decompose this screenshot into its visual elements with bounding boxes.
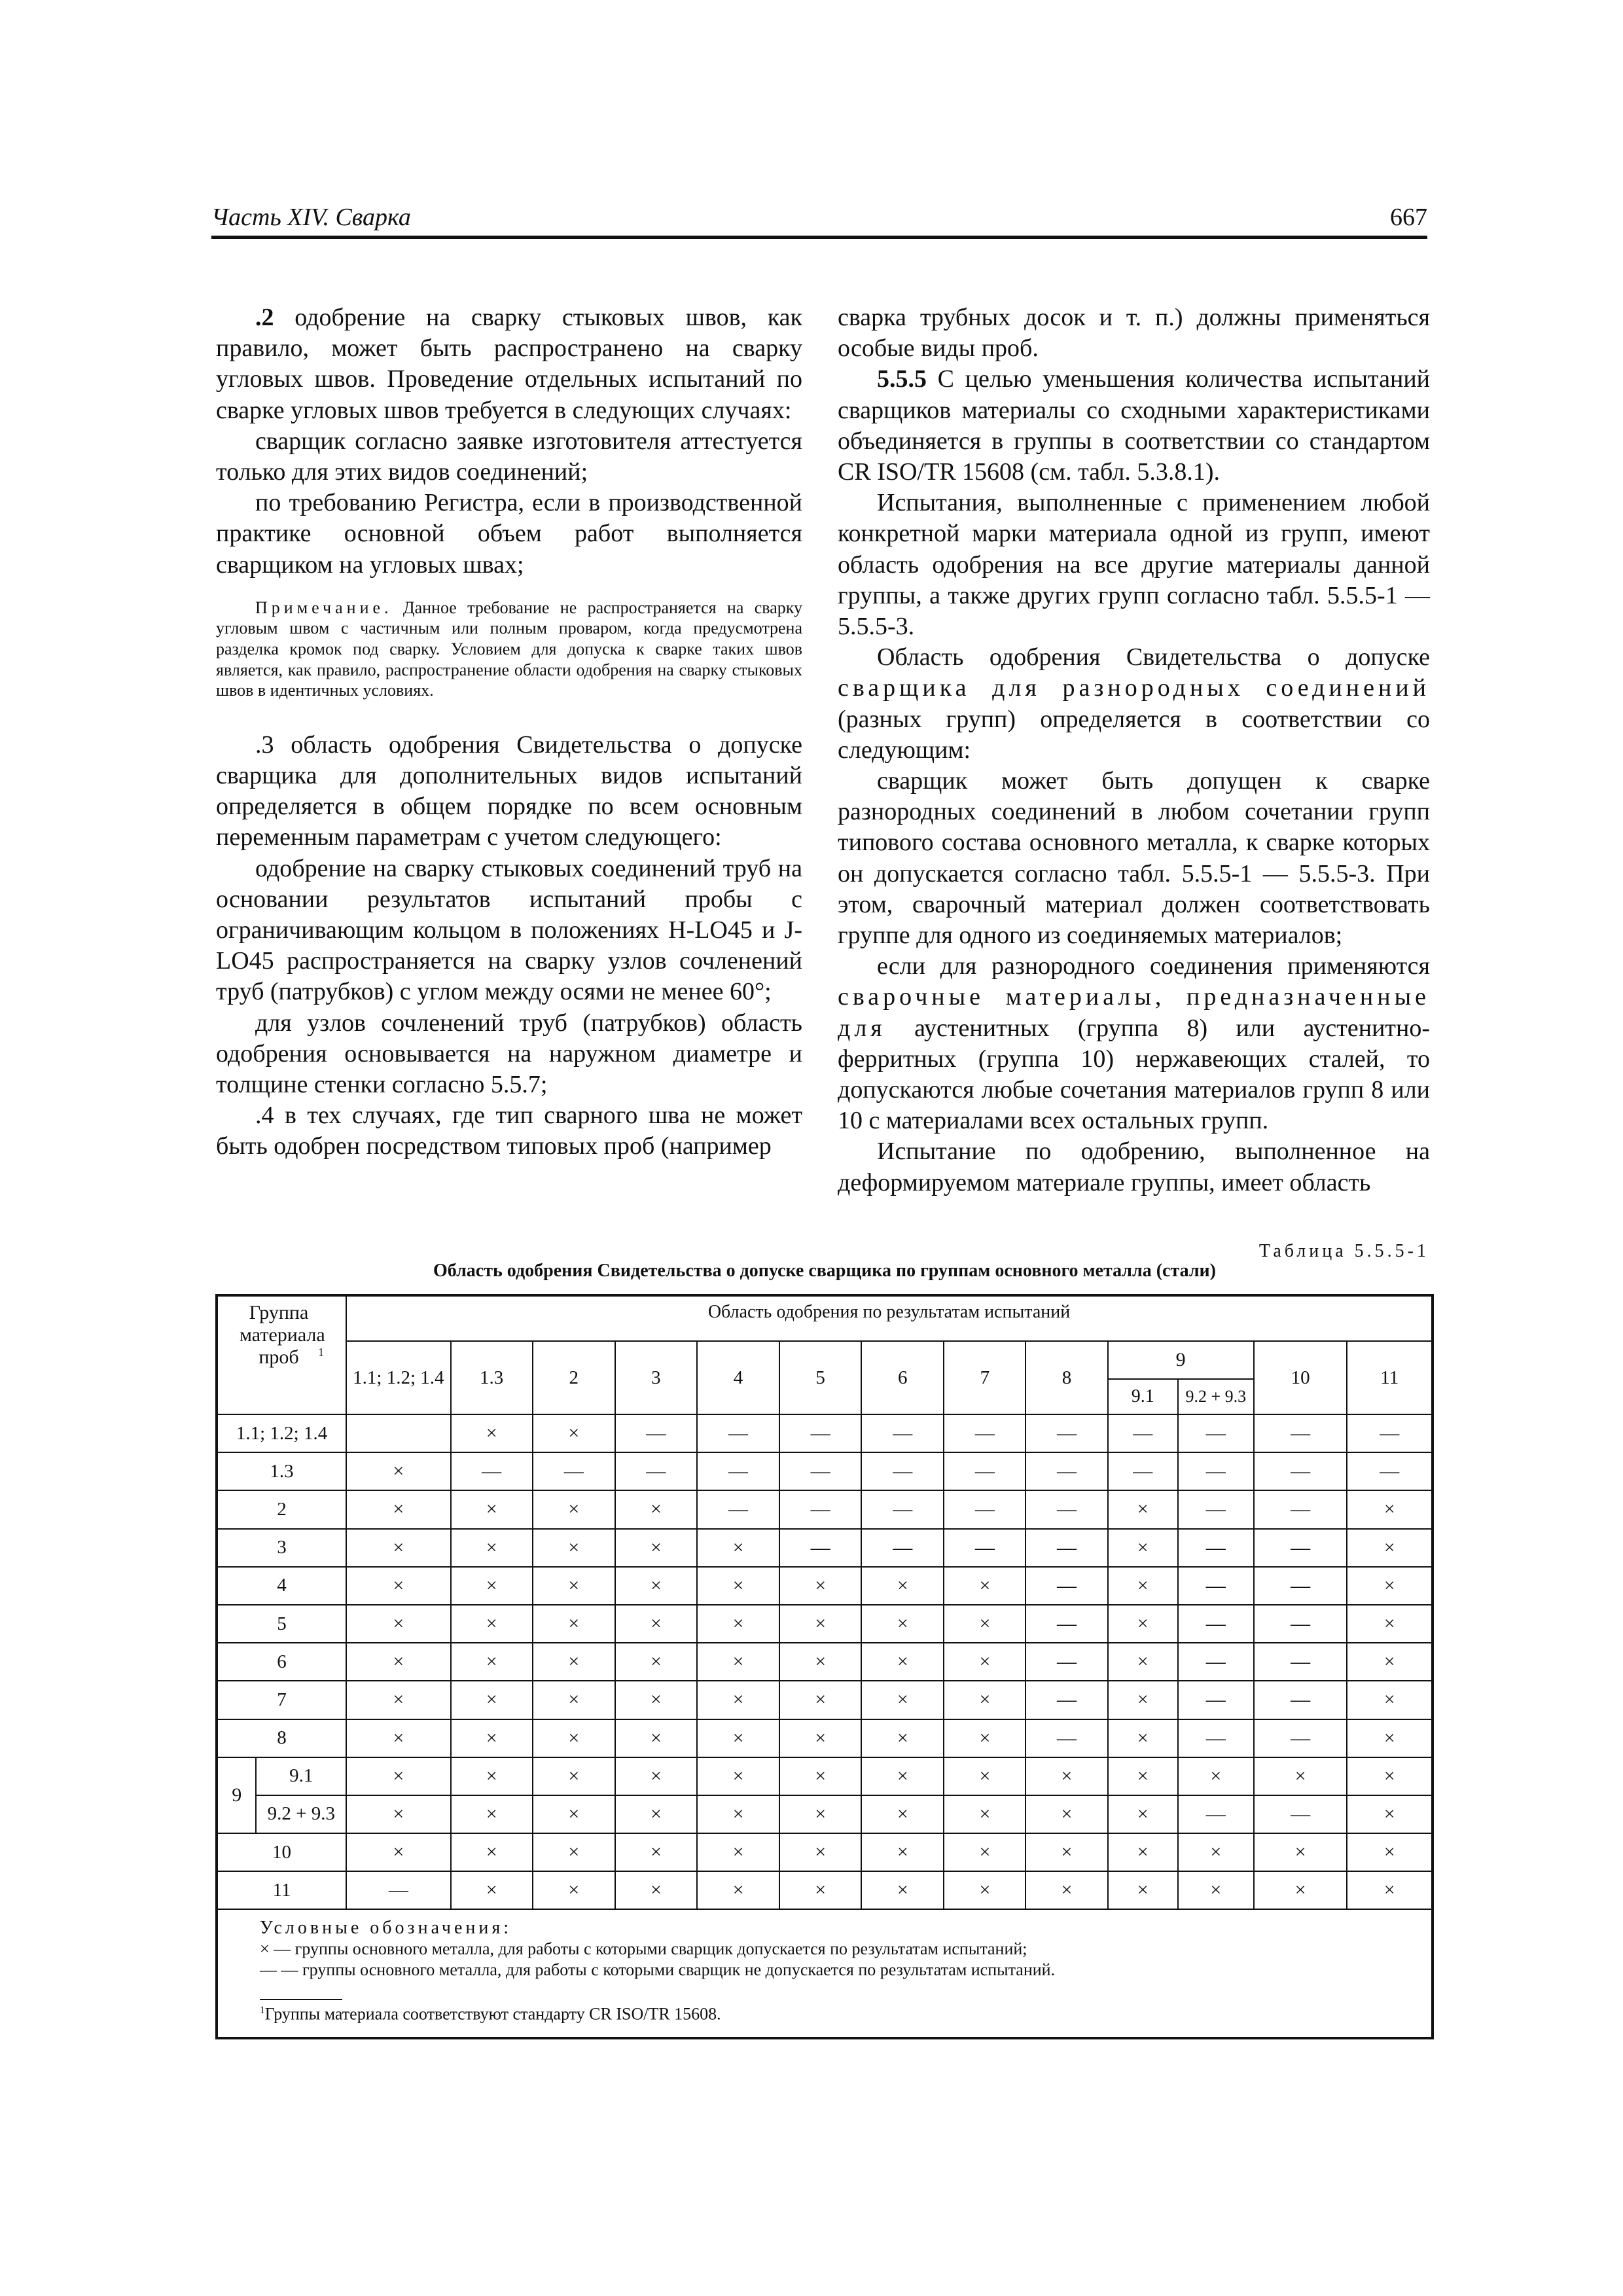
approved-mark: ×: [451, 1871, 533, 1909]
approved-mark: ×: [1347, 1643, 1433, 1681]
row-header-cell: Группа материала проб $^1$: [217, 1295, 346, 1414]
not-approved-mark: —: [861, 1452, 944, 1490]
column-header: 2: [533, 1341, 615, 1414]
table-row: [217, 1490, 1433, 1528]
paragraph: для узлов сочленений труб (патрубков) область одобрения основывается на наружном диаметре и толщине стенки согласно 5.5.7;: [216, 1009, 802, 1099]
approved-mark: ×: [944, 1681, 1026, 1719]
not-approved-mark: —: [779, 1529, 861, 1567]
approved-mark: ×: [1347, 1681, 1433, 1719]
paragraph: сварка трубных досок и т. п.) должны применяться особые виды проб.: [838, 304, 1430, 363]
column-header: 6: [861, 1341, 944, 1414]
row-label: 7: [217, 1681, 346, 1719]
column-header: 10: [1254, 1341, 1347, 1414]
approved-mark: ×: [533, 1414, 615, 1452]
approved-mark: ×: [697, 1757, 779, 1795]
note-label: Примечание.: [255, 598, 393, 617]
approved-mark: ×: [533, 1757, 615, 1795]
approved-mark: ×: [1108, 1757, 1178, 1795]
approved-mark: ×: [779, 1871, 861, 1909]
approved-mark: ×: [533, 1605, 615, 1643]
approved-mark: ×: [451, 1833, 533, 1871]
approved-mark: ×: [779, 1681, 861, 1719]
approved-mark: ×: [451, 1567, 533, 1605]
not-approved-mark: —: [697, 1414, 779, 1452]
approved-mark: ×: [1347, 1567, 1433, 1605]
approved-mark: ×: [861, 1795, 944, 1833]
table-row: [217, 1414, 1433, 1452]
table-title: Область одобрения Свидетельства о допуске сварщика по группам основного металла (стали): [433, 1261, 1216, 1281]
approved-mark: ×: [1026, 1795, 1107, 1833]
approved-mark: ×: [451, 1757, 533, 1795]
approved-mark: ×: [944, 1719, 1026, 1757]
section-number: 5.5.5: [877, 365, 927, 393]
not-approved-mark: —: [1026, 1605, 1107, 1643]
not-approved-mark: —: [779, 1452, 861, 1490]
not-approved-mark: —: [1178, 1529, 1254, 1567]
approved-mark: ×: [451, 1529, 533, 1567]
paragraph: .4 в тех случаях, где тип сварного шва не может быть одобрен посредством типовых проб (например: [216, 1102, 802, 1160]
not-approved-mark: —: [944, 1490, 1026, 1528]
row-label: 3: [217, 1529, 346, 1567]
approved-mark: ×: [944, 1795, 1026, 1833]
approved-mark: ×: [1347, 1757, 1433, 1795]
approved-mark: ×: [451, 1795, 533, 1833]
approved-mark: ×: [533, 1567, 615, 1605]
table-row: [217, 1833, 1433, 1871]
approved-mark: ×: [697, 1795, 779, 1833]
row-label: 2: [217, 1490, 346, 1528]
approved-mark: ×: [779, 1795, 861, 1833]
approved-mark: ×: [697, 1567, 779, 1605]
not-approved-mark: —: [1254, 1719, 1347, 1757]
paragraph: .2 одобрение на сварку стыковых швов, как правило, может быть распространено на сварку угловых швов. Проведение отдельных испытаний по сварке угловых швов требуется в следующих случаях:: [216, 304, 802, 424]
approved-mark: ×: [1108, 1490, 1178, 1528]
empty-cell: [346, 1414, 451, 1452]
footnote: $^1$Группы материала соответствуют стандарту CR ISO/TR 15608.: [260, 2005, 721, 2024]
approved-mark: ×: [346, 1719, 451, 1757]
approved-mark: ×: [451, 1719, 533, 1757]
approved-mark: ×: [451, 1490, 533, 1528]
column-header: 7: [944, 1341, 1026, 1414]
not-approved-mark: —: [1254, 1681, 1347, 1719]
approval-table: [215, 1294, 1434, 2039]
paragraph: Испытание по одобрению, выполненное на деформируемом материале группы, имеет область: [838, 1138, 1430, 1196]
not-approved-mark: —: [1178, 1643, 1254, 1681]
not-approved-mark: —: [451, 1452, 533, 1490]
paragraph: сварщик может быть допущен к сварке разнородных соединений в любом сочетании групп типового состава основного металла, к сварке которых он допускается согласно табл. 5.5.5-1 — 5.5.5-3. При этом, сварочный материал должен соответствовать группе для одного из соединяемых материалов;: [838, 767, 1430, 950]
note: [216, 598, 802, 701]
not-approved-mark: —: [533, 1452, 615, 1490]
approved-mark: ×: [1108, 1719, 1178, 1757]
not-approved-mark: —: [1254, 1605, 1347, 1643]
approved-mark: ×: [861, 1757, 944, 1795]
approved-mark: ×: [1108, 1795, 1178, 1833]
row-label: 1.1; 1.2; 1.4: [217, 1414, 346, 1452]
row-label: 9.2 + 9.3: [256, 1795, 346, 1833]
approved-mark: ×: [615, 1490, 697, 1528]
not-approved-mark: —: [1026, 1452, 1107, 1490]
row-label: 1.3: [217, 1452, 346, 1490]
column-group-9: 9: [1108, 1341, 1254, 1379]
paragraph: Область одобрения Свидетельства о допуске сварщика для разнородных соединений (разных групп) определяется в соответствии со следующим:: [838, 643, 1430, 764]
not-approved-mark: —: [944, 1452, 1026, 1490]
item-number: .2: [255, 304, 274, 331]
approved-mark: ×: [861, 1871, 944, 1909]
approved-mark: ×: [779, 1833, 861, 1871]
row-label: 4: [217, 1567, 346, 1605]
table-row: [217, 1529, 1433, 1567]
approved-mark: ×: [346, 1567, 451, 1605]
not-approved-mark: —: [615, 1452, 697, 1490]
not-approved-mark: —: [1026, 1719, 1107, 1757]
approved-mark: ×: [451, 1681, 533, 1719]
approved-mark: ×: [615, 1719, 697, 1757]
column-header: 9.1: [1108, 1379, 1178, 1414]
approved-mark: ×: [346, 1490, 451, 1528]
paragraph: 5.5.5 С целью уменьшения количества испытаний сварщиков материалы со сходными характеристиками объединяется в группы в соответствии со стандартом CR ISO/TR 15608 (см. табл. 5.3.8.1).: [838, 365, 1430, 486]
approved-mark: ×: [1347, 1490, 1433, 1528]
row-label: 10: [217, 1833, 346, 1871]
table-row: [217, 1757, 1433, 1795]
paragraph: Испытания, выполненные с применением любой конкретной марки материала одной из групп, имеют область одобрения на все другие материалы данной группы, а также других групп согласно табл. 5.5.5-1 — 5.5.5-3.: [838, 489, 1430, 641]
paragraph: если для разнородного соединения применяются сварочные материалы, предназначенные для аустенитных (группа 8) или аустенитно-ферритных (группа 10) нержавеющих сталей, то допускаются любые сочетания материалов групп 8 или 10 с материалами всех остальных групп.: [838, 952, 1430, 1135]
row-label: 5: [217, 1605, 346, 1643]
approved-mark: ×: [1347, 1719, 1433, 1757]
row-group-9: 9: [217, 1757, 256, 1833]
not-approved-mark: —: [1178, 1452, 1254, 1490]
approved-mark: ×: [1108, 1871, 1178, 1909]
not-approved-mark: —: [1254, 1643, 1347, 1681]
spaced-emphasis: сварщика для разнородных соединений: [838, 674, 1430, 702]
not-approved-mark: —: [1026, 1529, 1107, 1567]
not-approved-mark: —: [1254, 1795, 1347, 1833]
approved-mark: ×: [697, 1833, 779, 1871]
approved-mark: ×: [1108, 1567, 1178, 1605]
approved-mark: ×: [1254, 1871, 1347, 1909]
approved-mark: ×: [1347, 1871, 1433, 1909]
not-approved-mark: —: [1254, 1529, 1347, 1567]
approved-mark: ×: [861, 1833, 944, 1871]
not-approved-mark: —: [615, 1414, 697, 1452]
approved-mark: ×: [779, 1719, 861, 1757]
row-label: 9.1: [256, 1757, 346, 1795]
approved-mark: ×: [944, 1833, 1026, 1871]
approved-mark: ×: [533, 1833, 615, 1871]
approved-mark: ×: [451, 1605, 533, 1643]
approved-mark: ×: [1347, 1529, 1433, 1567]
table-row: [217, 1795, 1433, 1833]
approved-mark: ×: [861, 1567, 944, 1605]
approved-mark: ×: [533, 1490, 615, 1528]
approved-mark: ×: [697, 1719, 779, 1757]
approved-mark: ×: [1254, 1833, 1347, 1871]
table-row: [217, 1681, 1433, 1719]
approved-mark: ×: [1108, 1681, 1178, 1719]
not-approved-mark: —: [1108, 1414, 1178, 1452]
not-approved-mark: —: [1178, 1414, 1254, 1452]
approved-mark: ×: [533, 1719, 615, 1757]
spaced-emphasis: сварочные материалы, предназначенные для: [838, 983, 1430, 1042]
approved-mark: ×: [944, 1871, 1026, 1909]
approved-mark: ×: [779, 1605, 861, 1643]
approved-mark: ×: [1108, 1529, 1178, 1567]
approved-mark: ×: [1347, 1605, 1433, 1643]
not-approved-mark: —: [1026, 1414, 1107, 1452]
table-row: [217, 1871, 1433, 1909]
approved-mark: ×: [1108, 1643, 1178, 1681]
not-approved-mark: —: [1108, 1452, 1178, 1490]
approved-mark: ×: [779, 1567, 861, 1605]
not-approved-mark: —: [1178, 1795, 1254, 1833]
row-label: 6: [217, 1643, 346, 1681]
approved-mark: ×: [451, 1414, 533, 1452]
approved-mark: ×: [1178, 1871, 1254, 1909]
approved-mark: ×: [944, 1605, 1026, 1643]
approved-mark: ×: [697, 1681, 779, 1719]
not-approved-mark: —: [1178, 1605, 1254, 1643]
approved-mark: ×: [615, 1643, 697, 1681]
not-approved-mark: —: [1254, 1567, 1347, 1605]
approved-mark: ×: [533, 1643, 615, 1681]
column-header: 1.3: [451, 1341, 533, 1414]
approved-mark: ×: [1108, 1605, 1178, 1643]
approved-mark: ×: [1347, 1833, 1433, 1871]
not-approved-mark: —: [1178, 1681, 1254, 1719]
not-approved-mark: —: [1026, 1567, 1107, 1605]
table-row: [217, 1452, 1433, 1490]
table-row: [217, 1643, 1433, 1681]
approved-mark: ×: [346, 1757, 451, 1795]
column-header: 9.2 + 9.3: [1178, 1379, 1254, 1414]
approved-mark: ×: [615, 1605, 697, 1643]
not-approved-mark: —: [944, 1414, 1026, 1452]
approved-mark: ×: [533, 1681, 615, 1719]
not-approved-mark: —: [1026, 1643, 1107, 1681]
approved-mark: ×: [533, 1795, 615, 1833]
legend: [217, 1909, 1433, 2038]
not-approved-mark: —: [861, 1414, 944, 1452]
paragraph: .3 область одобрения Свидетельства о допуске сварщика для дополнительных видов испытаний определяется в общем порядке по всем основным переменным параметрам с учетом следующего:: [216, 730, 802, 852]
table-number: Таблица 5.5.5-1: [1258, 1241, 1429, 1261]
approved-mark: ×: [615, 1681, 697, 1719]
left-text-column: [216, 302, 802, 1162]
approved-mark: ×: [1026, 1757, 1107, 1795]
page-header: [211, 199, 1427, 239]
legend-dash: — — группы основного металла, для работы с которыми сварщик не допускается по результатам испытаний.: [260, 1960, 1056, 1980]
row-header: Группа материала проб: [240, 1302, 325, 1368]
not-approved-mark: —: [346, 1871, 451, 1909]
paragraph: одобрение на сварку стыковых соединений труб на основании результатов испытаний пробы с ограничивающим кольцом в положениях H-LO45 и J-LO45 распространяется на сварку узлов сочленений труб (патрубков) с углом между осями не менее 60°;: [216, 854, 802, 1006]
note-text: Данное требование не распространяется на сварку угловым швом с частичным или полным проваром, когда предусмотрена разделка кромок под сварку. Условием для допуска к сварке таких швов является, как правило, распространение области одобрения на сварку стыковых швов в идентичных условиях.: [216, 598, 802, 700]
not-approved-mark: —: [1178, 1567, 1254, 1605]
approved-mark: ×: [346, 1643, 451, 1681]
approved-mark: ×: [697, 1643, 779, 1681]
table-row: [217, 1605, 1433, 1643]
not-approved-mark: —: [697, 1490, 779, 1528]
approved-mark: ×: [615, 1529, 697, 1567]
approved-mark: ×: [944, 1643, 1026, 1681]
right-text-column: [838, 302, 1430, 1198]
approved-mark: ×: [346, 1833, 451, 1871]
not-approved-mark: —: [1026, 1490, 1107, 1528]
approved-mark: ×: [615, 1567, 697, 1605]
table-row: [217, 1719, 1433, 1757]
approved-mark: ×: [861, 1681, 944, 1719]
not-approved-mark: —: [779, 1490, 861, 1528]
row-label: 8: [217, 1719, 346, 1757]
not-approved-mark: —: [944, 1529, 1026, 1567]
not-approved-mark: —: [697, 1452, 779, 1490]
legend-cross: × — группы основного металла, для работы с которыми сварщик допускается по результатам испытаний;: [260, 1939, 1027, 1959]
column-group-header: Область одобрения по результатам испытаний: [346, 1295, 1433, 1341]
approved-mark: ×: [944, 1757, 1026, 1795]
not-approved-mark: —: [779, 1414, 861, 1452]
paragraph: по требованию Регистра, если в производственной практике основной объем работ выполняется сварщиком на угловых швах;: [216, 489, 802, 579]
approved-mark: ×: [1347, 1795, 1433, 1833]
approved-mark: ×: [779, 1757, 861, 1795]
approved-mark: ×: [346, 1795, 451, 1833]
not-approved-mark: —: [861, 1529, 944, 1567]
approved-mark: ×: [944, 1567, 1026, 1605]
not-approved-mark: —: [1254, 1490, 1347, 1528]
approved-mark: ×: [346, 1681, 451, 1719]
not-approved-mark: —: [1026, 1681, 1107, 1719]
column-header: 1.1; 1.2; 1.4: [346, 1341, 451, 1414]
approved-mark: ×: [615, 1757, 697, 1795]
approved-mark: ×: [697, 1871, 779, 1909]
column-header: 5: [779, 1341, 861, 1414]
column-header: 11: [1347, 1341, 1433, 1414]
column-header: 8: [1026, 1341, 1107, 1414]
approved-mark: ×: [1178, 1757, 1254, 1795]
approved-mark: ×: [697, 1605, 779, 1643]
not-approved-mark: —: [1347, 1452, 1433, 1490]
approved-mark: ×: [451, 1643, 533, 1681]
paragraph: сварщик согласно заявке изготовителя аттестуется только для этих видов соединений;: [216, 427, 802, 486]
approved-mark: ×: [1108, 1833, 1178, 1871]
not-approved-mark: —: [1178, 1490, 1254, 1528]
approved-mark: ×: [1254, 1757, 1347, 1795]
approved-mark: ×: [779, 1643, 861, 1681]
page-number: 667: [1390, 204, 1427, 231]
approved-mark: ×: [697, 1529, 779, 1567]
running-title: Часть XIV. Сварка: [211, 204, 411, 231]
column-header: 3: [615, 1341, 697, 1414]
legend-title: Условные обозначения:: [260, 1918, 512, 1939]
approved-mark: ×: [533, 1871, 615, 1909]
approved-mark: ×: [1026, 1871, 1107, 1909]
approved-mark: ×: [1178, 1833, 1254, 1871]
row-label: 11: [217, 1871, 346, 1909]
not-approved-mark: —: [1254, 1414, 1347, 1452]
approved-mark: ×: [533, 1529, 615, 1567]
approved-mark: ×: [1026, 1833, 1107, 1871]
not-approved-mark: —: [1178, 1719, 1254, 1757]
approved-mark: ×: [861, 1605, 944, 1643]
not-approved-mark: —: [1347, 1414, 1433, 1452]
approved-mark: ×: [346, 1605, 451, 1643]
approved-mark: ×: [615, 1833, 697, 1871]
approved-mark: ×: [346, 1529, 451, 1567]
column-header: 4: [697, 1341, 779, 1414]
approved-mark: ×: [615, 1871, 697, 1909]
approved-mark: ×: [615, 1795, 697, 1833]
approved-mark: ×: [861, 1643, 944, 1681]
not-approved-mark: —: [861, 1490, 944, 1528]
table-row: [217, 1567, 1433, 1605]
not-approved-mark: —: [1254, 1452, 1347, 1490]
approved-mark: ×: [346, 1452, 451, 1490]
approved-mark: ×: [861, 1719, 944, 1757]
